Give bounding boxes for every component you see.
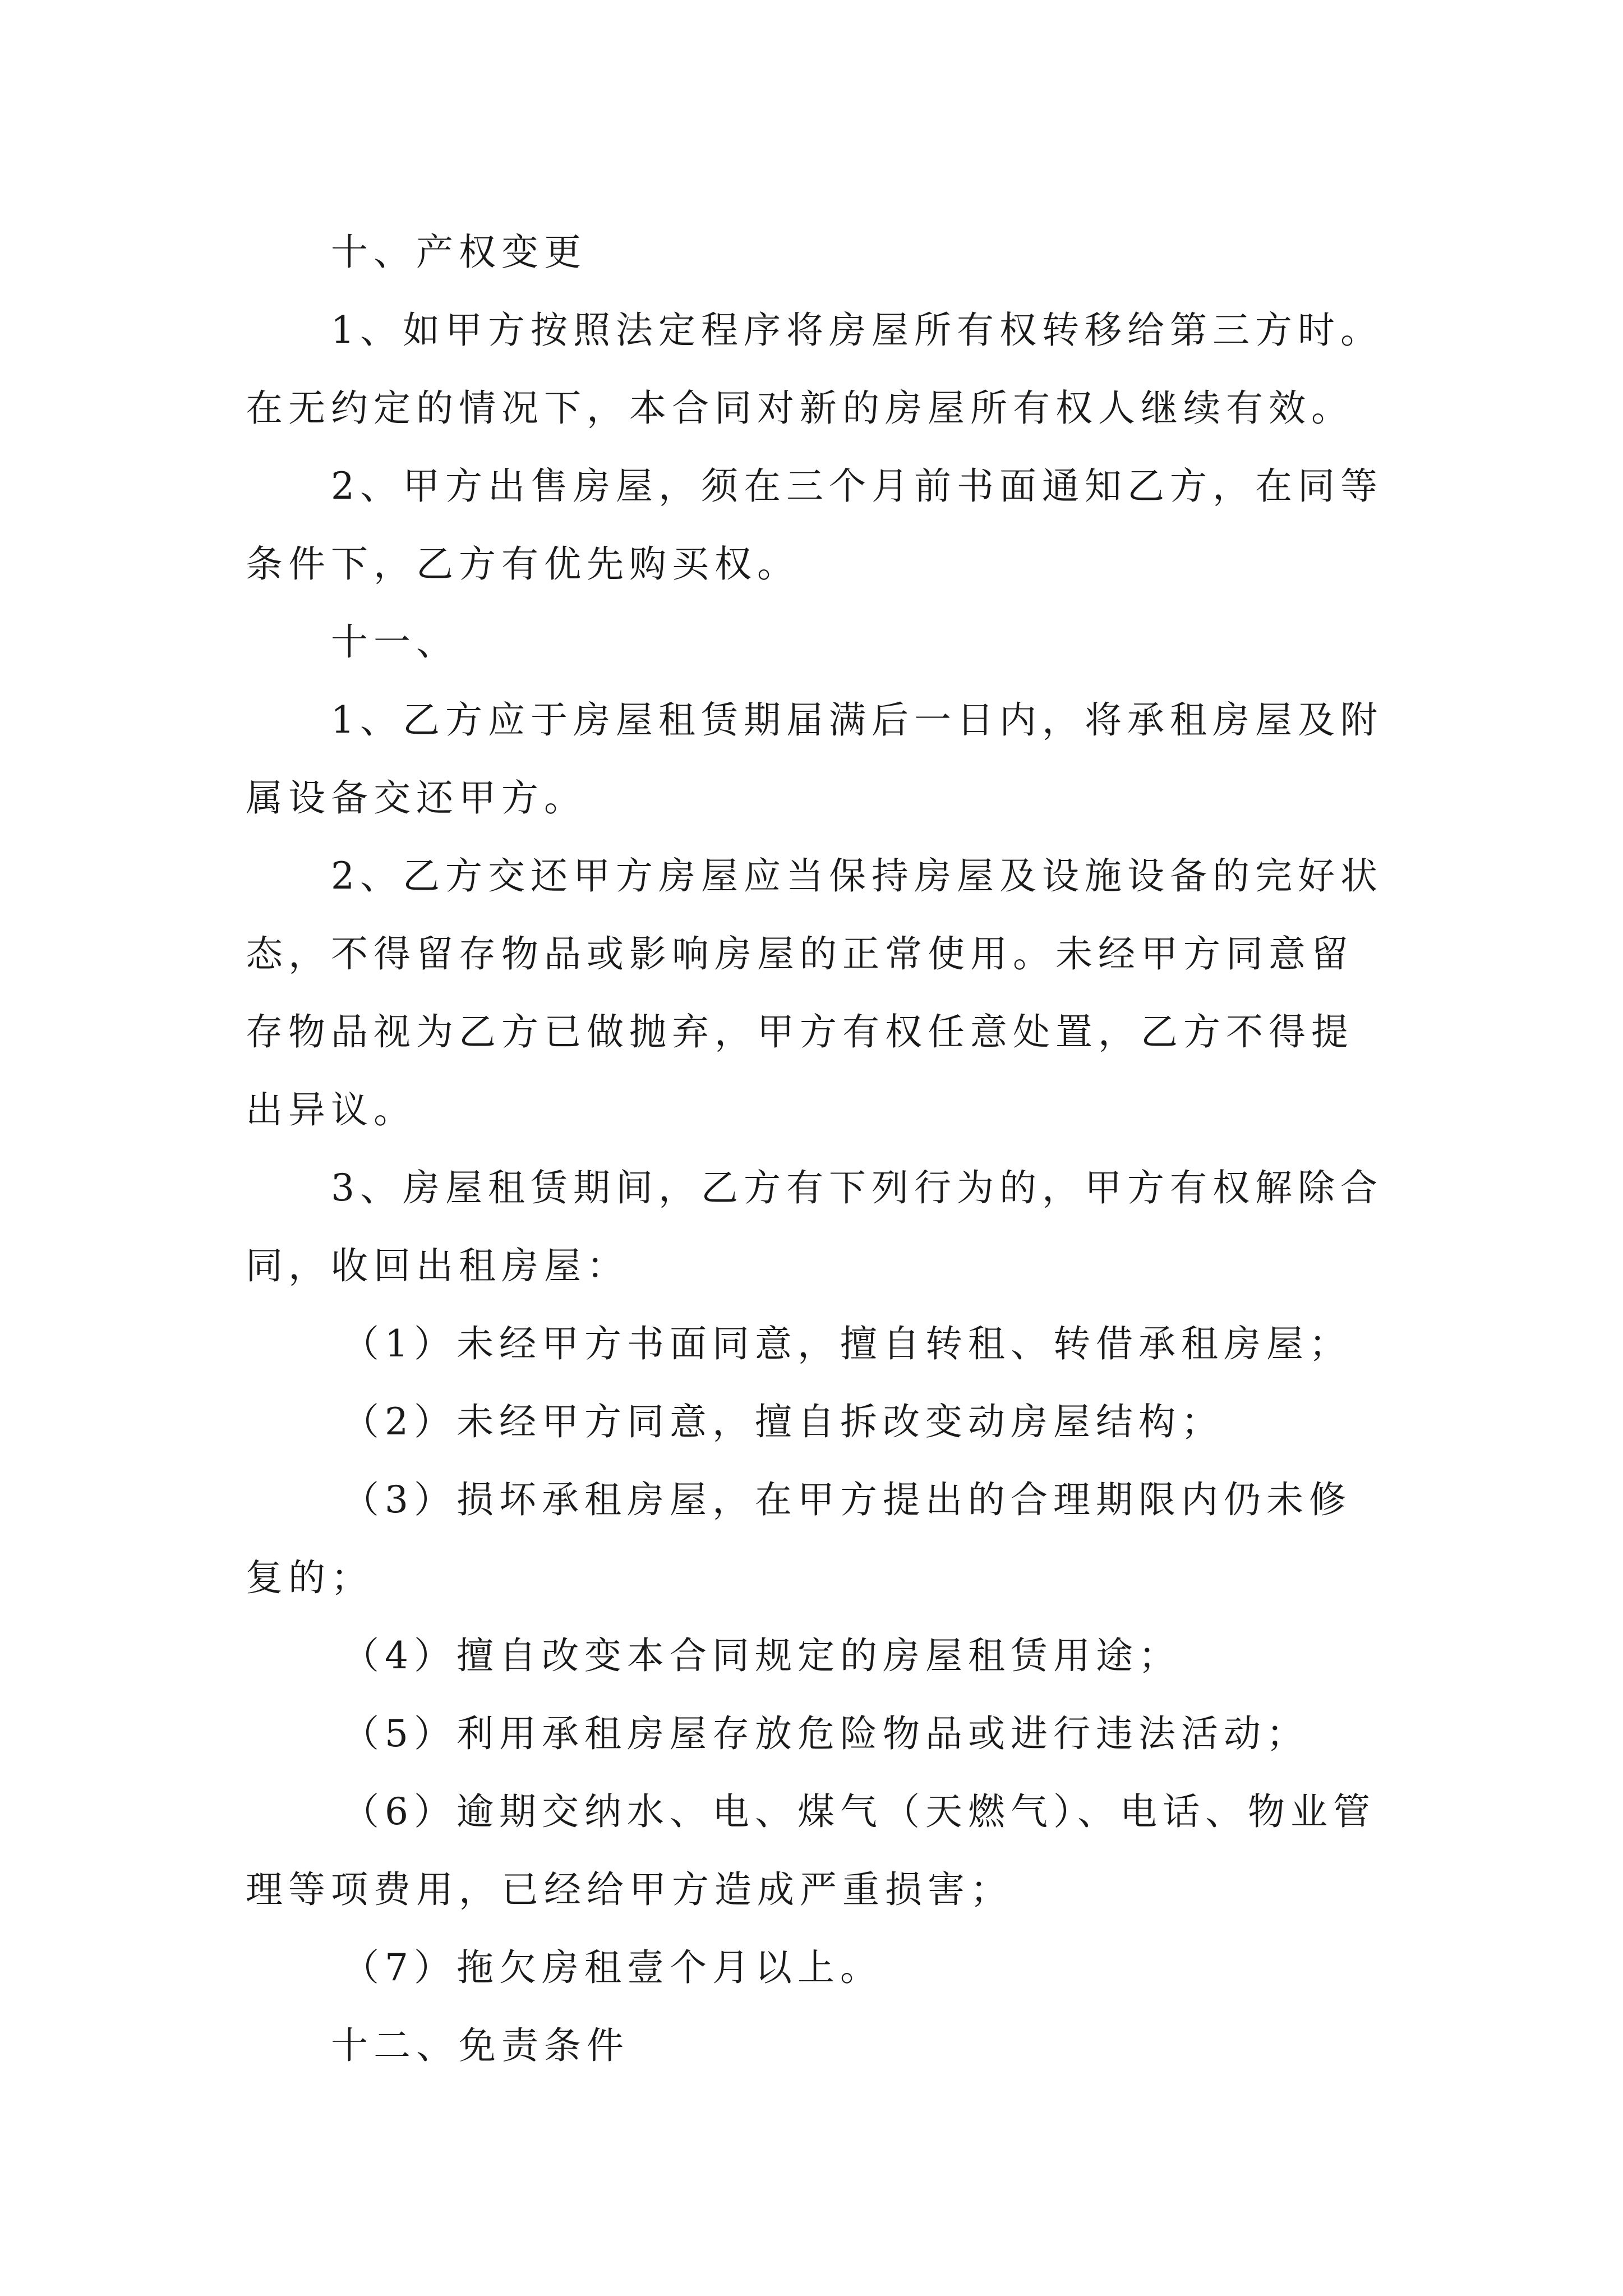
list-item-6: （6）逾期交纳水、电、煤气（天燃气）、电话、物业管理等项费用，已经给甲方造成严重损害；: [246, 1790, 1376, 1911]
document-body: [246, 213, 1384, 2085]
clause-11-1: 1、乙方应于房屋租赁期届满后一日内，将承租房屋及附属设备交还甲方。: [246, 698, 1383, 820]
list-item-3: （3）损坏承租房屋，在甲方提出的合理期限内仍未修复的；: [246, 1478, 1352, 1599]
section-heading-12: 十二、免责条件: [331, 2024, 629, 2067]
list-item-1: （1）未经甲方书面同意，擅自转租、转借承租房屋；: [342, 1322, 1352, 1365]
list-item-2: （2）未经甲方同意，擅自拆改变动房屋结构；: [342, 1400, 1224, 1443]
section-heading-11: 十一、: [331, 620, 459, 664]
list-item-4: （4）擅自改变本合同规定的房屋租赁用途；: [342, 1634, 1181, 1677]
clause-10-2: 2、甲方出售房屋，须在三个月前书面通知乙方，在同等条件下，乙方有优先购买权。: [246, 464, 1383, 586]
list-item-7: （7）拖欠房租壹个月以上。: [342, 1946, 883, 1989]
clause-11-3: 3、房屋租赁期间，乙方有下列行为的，甲方有权解除合同，收回出租房屋：: [246, 1166, 1383, 1287]
clause-11-2: 2、乙方交还甲方房屋应当保持房屋及设施设备的完好状态，不得留存物品或影响房屋的正常使用。未经甲方同意留存物品视为乙方已做抛弃，甲方有权任意处置，乙方不得提出异议。: [246, 854, 1383, 1131]
section-heading-10: 十、产权变更: [331, 231, 587, 274]
list-item-5: （5）利用承租房屋存放危险物品或进行违法活动；: [342, 1712, 1309, 1755]
clause-10-1: 1、如甲方按照法定程序将房屋所有权转移给第三方时。在无约定的情况下，本合同对新的房屋所有权人继续有效。: [246, 309, 1383, 430]
